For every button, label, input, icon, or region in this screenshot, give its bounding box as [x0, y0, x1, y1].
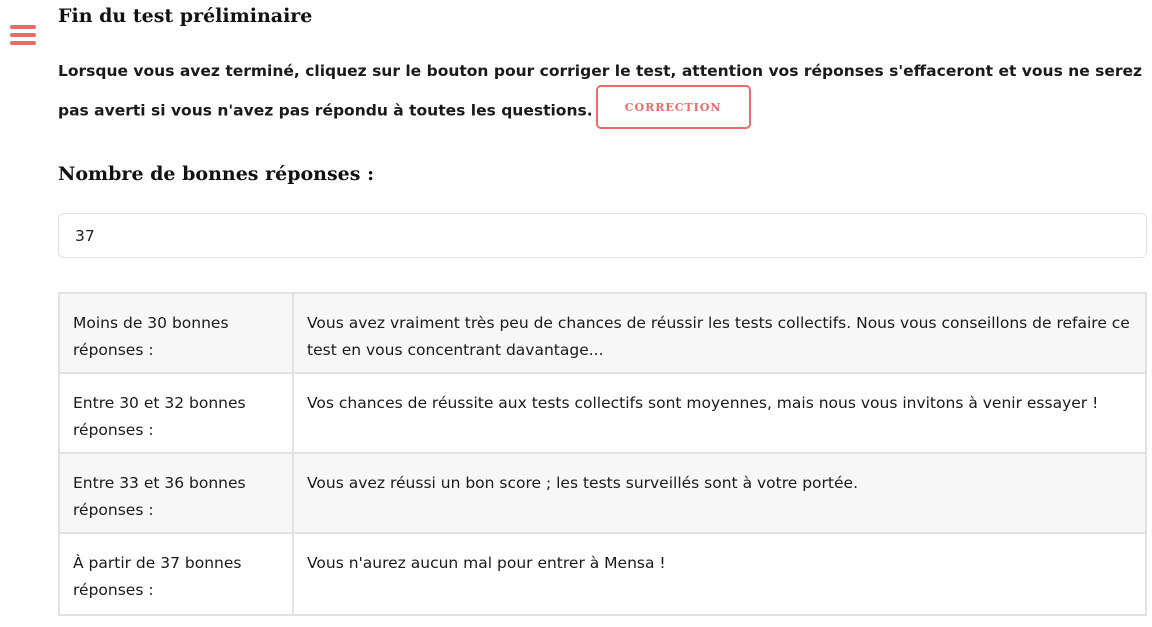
section-title: Fin du test préliminaire: [58, 5, 313, 27]
score-message-cell: Vous n'aurez aucun mal pour entrer à Mensa !: [293, 533, 1146, 615]
score-title: Nombre de bonnes réponses :: [58, 163, 375, 185]
menu-bar: [10, 33, 36, 37]
score-range-cell: Moins de 30 bonnes réponses :: [59, 293, 293, 373]
score-message-cell: Vos chances de réussite aux tests collectifs sont moyennes, mais nous vous invitons à venir essayer !: [293, 373, 1146, 453]
hamburger-menu-icon[interactable]: [10, 25, 36, 46]
score-range-cell: À partir de 37 bonnes réponses :: [59, 533, 293, 615]
menu-bar: [10, 41, 36, 45]
menu-bar: [10, 25, 36, 29]
table-row: [59, 533, 1146, 615]
score-message-cell: Vous avez réussi un bon score ; les tests surveillés sont à votre portée.: [293, 453, 1146, 533]
score-range-cell: Entre 33 et 36 bonnes réponses :: [59, 453, 293, 533]
correction-button[interactable]: CORRECTION: [596, 85, 751, 129]
score-input[interactable]: [58, 213, 1147, 258]
table-row: [59, 293, 1146, 373]
score-range-cell: Entre 30 et 32 bonnes réponses :: [59, 373, 293, 453]
table-row: [59, 373, 1146, 453]
instructions-text: Lorsque vous avez terminé, cliquez sur le bouton pour corriger le test, attention vos réponses s'effaceront et vous ne serez pas averti si vous n'avez pas répondu à toutes les questions.: [58, 62, 1143, 120]
results-table: [58, 292, 1147, 616]
instructions-paragraph: [58, 54, 1147, 133]
table-row: [59, 453, 1146, 533]
score-message-cell: Vous avez vraiment très peu de chances de réussir les tests collectifs. Nous vous conseillons de refaire ce test en vous concentrant davantage...: [293, 293, 1146, 373]
